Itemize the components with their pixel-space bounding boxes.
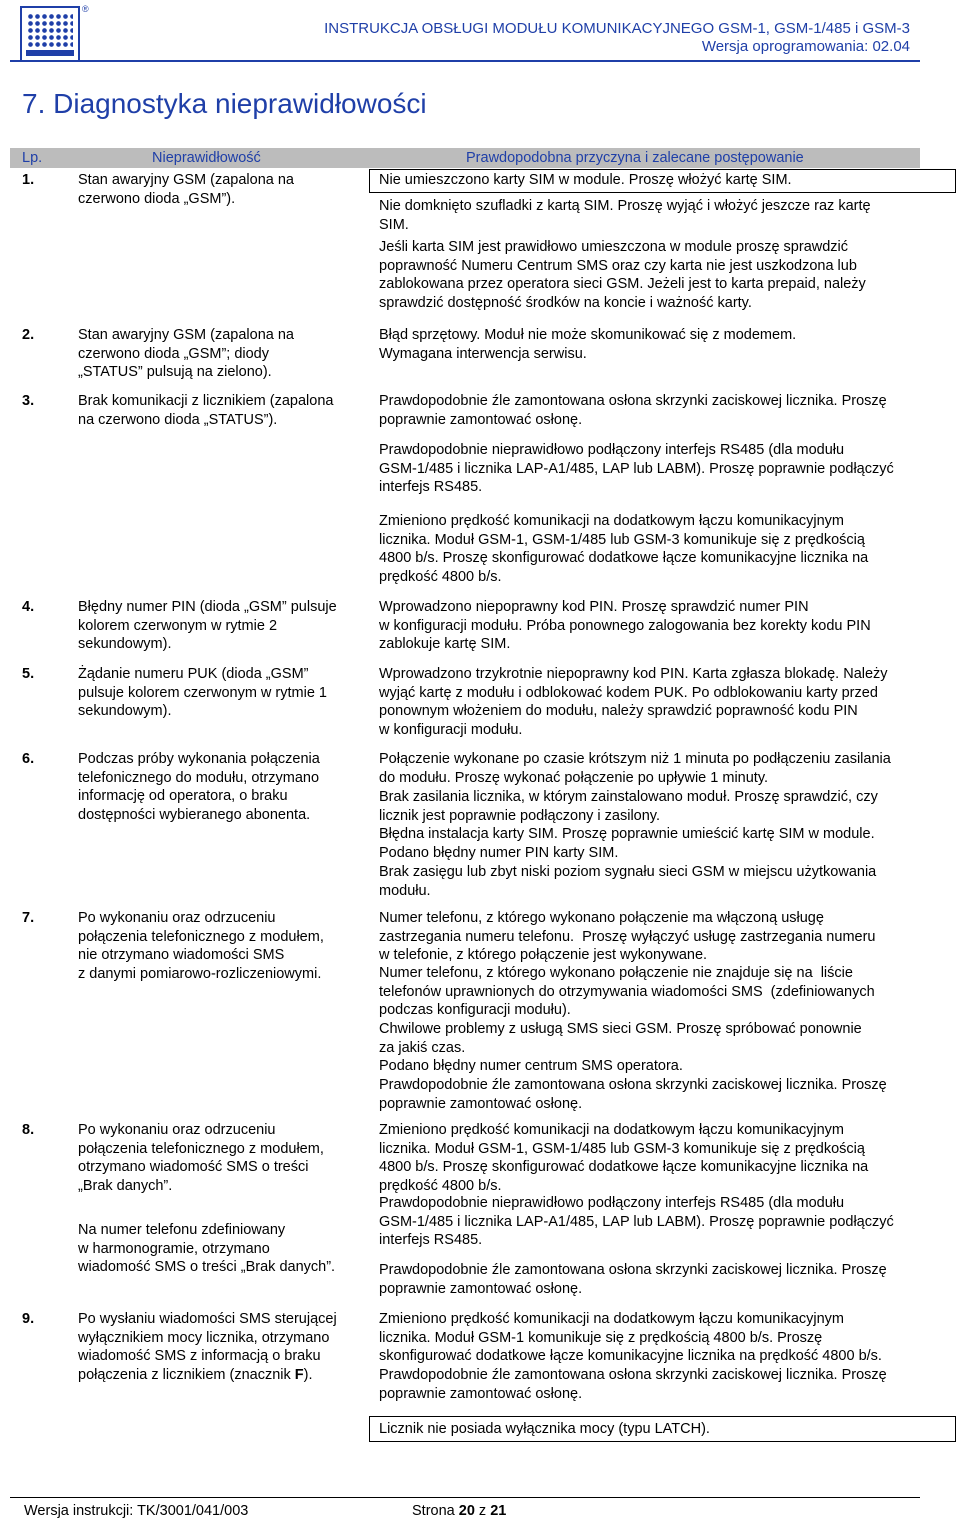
row-5-number: 5. bbox=[22, 666, 35, 682]
row-7-cause-2: Numer telefonu, z którego wykonano połączenie nie znajduje się na liście telefonów uprawnionych do otrzymywania wiadomości SMS (zdefiniowanych podczas konfiguracji modułu). bbox=[379, 965, 875, 1018]
row-9-fault-flag: F bbox=[294, 1366, 304, 1383]
company-logo bbox=[20, 6, 80, 62]
row-9-fault-end: ). bbox=[303, 1366, 313, 1383]
row-4-cause-1: Wprowadzono niepoprawny kod PIN. Proszę sprawdzić numer PIN w konfiguracji modułu. Próba ponownego zalogowania bez korekty kodu PIN zablokuje kartę SIM. bbox=[379, 599, 871, 652]
row-9-fault bbox=[78, 1310, 337, 1384]
row-3-cause-3: Zmieniono prędkość komunikacji na dodatkowym łączu komunikacyjnym licznika. Moduł GSM-1, GSM-1/485 lub GSM-3 komunikuje się z prędkością 4800 b/s. Proszę skonfigurować dodatkowe łącze komunikacyjne licznika na prędkość 4800 b/s. bbox=[379, 513, 869, 585]
row-9-cause-3: Licznik nie posiada wyłącznika mocy (typu LATCH). bbox=[379, 1421, 710, 1437]
footer-page-label: Strona bbox=[412, 1503, 459, 1519]
row-3-cause-2: Prawdopodobnie nieprawidłowo podłączony interfejs RS485 (dla modułu GSM-1/485 i licznika LAP-A1/485, LAP lub LABM). Proszę poprawnie podłączyć interfejs RS485. bbox=[379, 442, 894, 495]
row-5-fault: Żądanie numeru PUK (dioda „GSM” pulsuje kolorem czerwonym w rytmie 1 sekundowym). bbox=[78, 666, 327, 719]
table-header-fault: Nieprawidłowość bbox=[152, 150, 261, 166]
row-1-fault: Stan awaryjny GSM (zapalona na czerwono dioda „GSM”). bbox=[78, 172, 294, 207]
row-8-fault-2: Na numer telefonu zdefiniowany w harmonogramie, otrzymano wiadomość SMS o treści „Brak danych”. bbox=[78, 1222, 336, 1275]
row-7-cause-4: Podano błędny numer centrum SMS operatora. bbox=[379, 1058, 683, 1074]
section-title: 7. Diagnostyka nieprawidłowości bbox=[22, 88, 427, 119]
row-8-fault: Po wykonaniu oraz odrzuceniu połączenia telefonicznego z modułem, otrzymano wiadomość SMS o treści „Brak danych”. bbox=[78, 1122, 324, 1194]
row-8-cause-2: Prawdopodobnie nieprawidłowo podłączony interfejs RS485 (dla modułu GSM-1/485 i licznika LAP-A1/485, LAP lub LABM). Proszę poprawnie podłączyć interfejs RS485. bbox=[379, 1195, 894, 1248]
row-4-fault: Błędny numer PIN (dioda „GSM” pulsuje kolorem czerwonym w rytmie 2 sekundowym). bbox=[78, 599, 337, 652]
row-7-cause-1: Numer telefonu, z którego wykonano połączenie ma włączoną usługę zastrzegania numeru telefonu. Proszę wyłączyć usługę zastrzegania numeru w telefonie, z którego połączenie jest wykonywane. bbox=[379, 910, 876, 963]
footer-rule bbox=[10, 1497, 920, 1498]
row-3-fault: Brak komunikacji z licznikiem (zapalona na czerwono dioda „STATUS”). bbox=[78, 393, 334, 428]
row-5-cause-1: Wprowadzono trzykrotnie niepoprawny kod PIN. Karta zgłasza blokadę. Należy wyjąć kartę z modułu i odblokować kodem PUK. Po odblokowaniu karty przed ponownym włożeniem do modułu, należy sprawdzić poprawność kodu PIN w konfiguracji modułu. bbox=[379, 666, 888, 738]
row-7-cause-3: Chwilowe problemy z usługą SMS sieci GSM. Proszę spróbować ponownie za jakiś czas. bbox=[379, 1021, 862, 1056]
row-9-number: 9. bbox=[22, 1311, 35, 1327]
row-7-fault: Po wykonaniu oraz odrzuceniu połączenia telefonicznego z modułem, nie otrzymano wiadomości SMS z danymi pomiarowo-rozliczeniowymi. bbox=[78, 910, 324, 982]
row-3-cause-1: Prawdopodobnie źle zamontowana osłona skrzynki zaciskowej licznika. Proszę poprawnie zamontować osłonę. bbox=[379, 393, 887, 428]
footer-page-number: 20 bbox=[458, 1503, 475, 1519]
row-1-number: 1. bbox=[22, 172, 35, 188]
row-6-number: 6. bbox=[22, 751, 35, 767]
footer-page-total: 21 bbox=[490, 1503, 507, 1519]
footer-version: Wersja instrukcji: TK/3001/041/003 bbox=[24, 1503, 249, 1519]
row-8-cause-3: Prawdopodobnie źle zamontowana osłona skrzynki zaciskowej licznika. Proszę poprawnie zamontować osłonę. bbox=[379, 1262, 887, 1297]
row-7-number: 7. bbox=[22, 910, 35, 926]
table-header-lp: Lp. bbox=[22, 150, 43, 166]
row-1-cause-1: Nie umieszczono karty SIM w module. Proszę włożyć kartę SIM. bbox=[379, 172, 792, 188]
registered-mark: ® bbox=[82, 4, 89, 14]
row-6-cause-3: Błędna instalacja karty SIM. Proszę poprawnie umieścić kartę SIM w module. bbox=[379, 826, 875, 842]
row-2-fault: Stan awaryjny GSM (zapalona na czerwono dioda „GSM”; diody „STATUS” pulsują na zielono). bbox=[78, 327, 294, 380]
header-rule bbox=[10, 60, 920, 62]
header-title: INSTRUKCJA OBSŁUGI MODUŁU KOMUNIKACYJNEGO GSM-1, GSM-1/485 i GSM-3 bbox=[324, 20, 910, 37]
header-software-version: Wersja oprogramowania: 02.04 bbox=[701, 38, 910, 55]
row-6-cause-4: Podano błędny numer PIN karty SIM. bbox=[379, 845, 619, 861]
row-8-cause-1: Zmieniono prędkość komunikacji na dodatkowym łączu komunikacyjnym licznika. Moduł GSM-1, GSM-1/485 lub GSM-3 komunikuje się z prędkością 4800 b/s. Proszę skonfigurować dodatkowe łącze komunikacyjne licznika na prędkość 4800 b/s. bbox=[379, 1122, 869, 1194]
row-8-number: 8. bbox=[22, 1122, 35, 1138]
row-6-cause-5: Brak zasięgu lub zbyt niski poziom sygnału sieci GSM w miejscu użytkowania modułu. bbox=[379, 864, 877, 899]
row-9-fault-text: Po wysłaniu wiadomości SMS sterującej wyłącznikiem mocy licznika, otrzymano wiadomość SMS z informacją o braku połączenia z licznikiem (znacznik bbox=[78, 1311, 337, 1383]
footer-page bbox=[412, 1502, 506, 1520]
row-6-cause-2: Brak zasilania licznika, w którym zainstalowano moduł. Proszę sprawdzić, czy licznik jest poprawnie podłączony i zasilony. bbox=[379, 789, 878, 824]
row-6-fault: Podczas próby wykonania połączenia telefonicznego do modułu, otrzymano informację od operatora, o braku dostępności wybieranego abonenta. bbox=[78, 751, 320, 823]
row-9-cause-2: Prawdopodobnie źle zamontowana osłona skrzynki zaciskowej licznika. Proszę poprawnie zamontować osłonę. bbox=[379, 1367, 887, 1402]
row-2-cause-1: Błąd sprzętowy. Moduł nie może skomunikować się z modemem. Wymagana interwencja serwisu. bbox=[379, 327, 797, 362]
table-header-cause: Prawdopodobna przyczyna i zalecane postępowanie bbox=[466, 150, 804, 166]
row-1-cause-3: Jeśli karta SIM jest prawidłowo umieszczona w module proszę sprawdzić poprawność Numeru Centrum SMS oraz czy karta nie jest uszkodzona lub zablokowana przez operatora sieci GSM. Jeżeli jest to karta prepaid, należy sprawdzić dostępność środków na koncie i ważność karty. bbox=[379, 239, 866, 311]
footer-page-of: z bbox=[474, 1503, 491, 1519]
logo-base-bar bbox=[26, 50, 74, 56]
row-4-number: 4. bbox=[22, 599, 35, 615]
row-1-cause-2: Nie domknięto szufladki z kartą SIM. Proszę wyjąć i włożyć jeszcze raz kartę SIM. bbox=[379, 198, 871, 233]
row-7-cause-5: Prawdopodobnie źle zamontowana osłona skrzynki zaciskowej licznika. Proszę poprawnie zamontować osłonę. bbox=[379, 1077, 887, 1112]
row-3-number: 3. bbox=[22, 393, 35, 409]
row-6-cause-1: Połączenie wykonane po czasie krótszym niż 1 minuta po podłączeniu zasilania do modułu. Proszę wykonać połączenie po upływie 1 minuty. bbox=[379, 751, 891, 786]
logo-dot-grid bbox=[27, 13, 73, 47]
row-2-number: 2. bbox=[22, 327, 35, 343]
row-9-cause-1: Zmieniono prędkość komunikacji na dodatkowym łączu komunikacyjnym licznika. Moduł GSM-1 komunikuje się z prędkością 4800 b/s. Proszę skonfigurować dodatkowe łącze komunikacyjne licznika na prędkość 4800 b/s. bbox=[379, 1311, 882, 1364]
